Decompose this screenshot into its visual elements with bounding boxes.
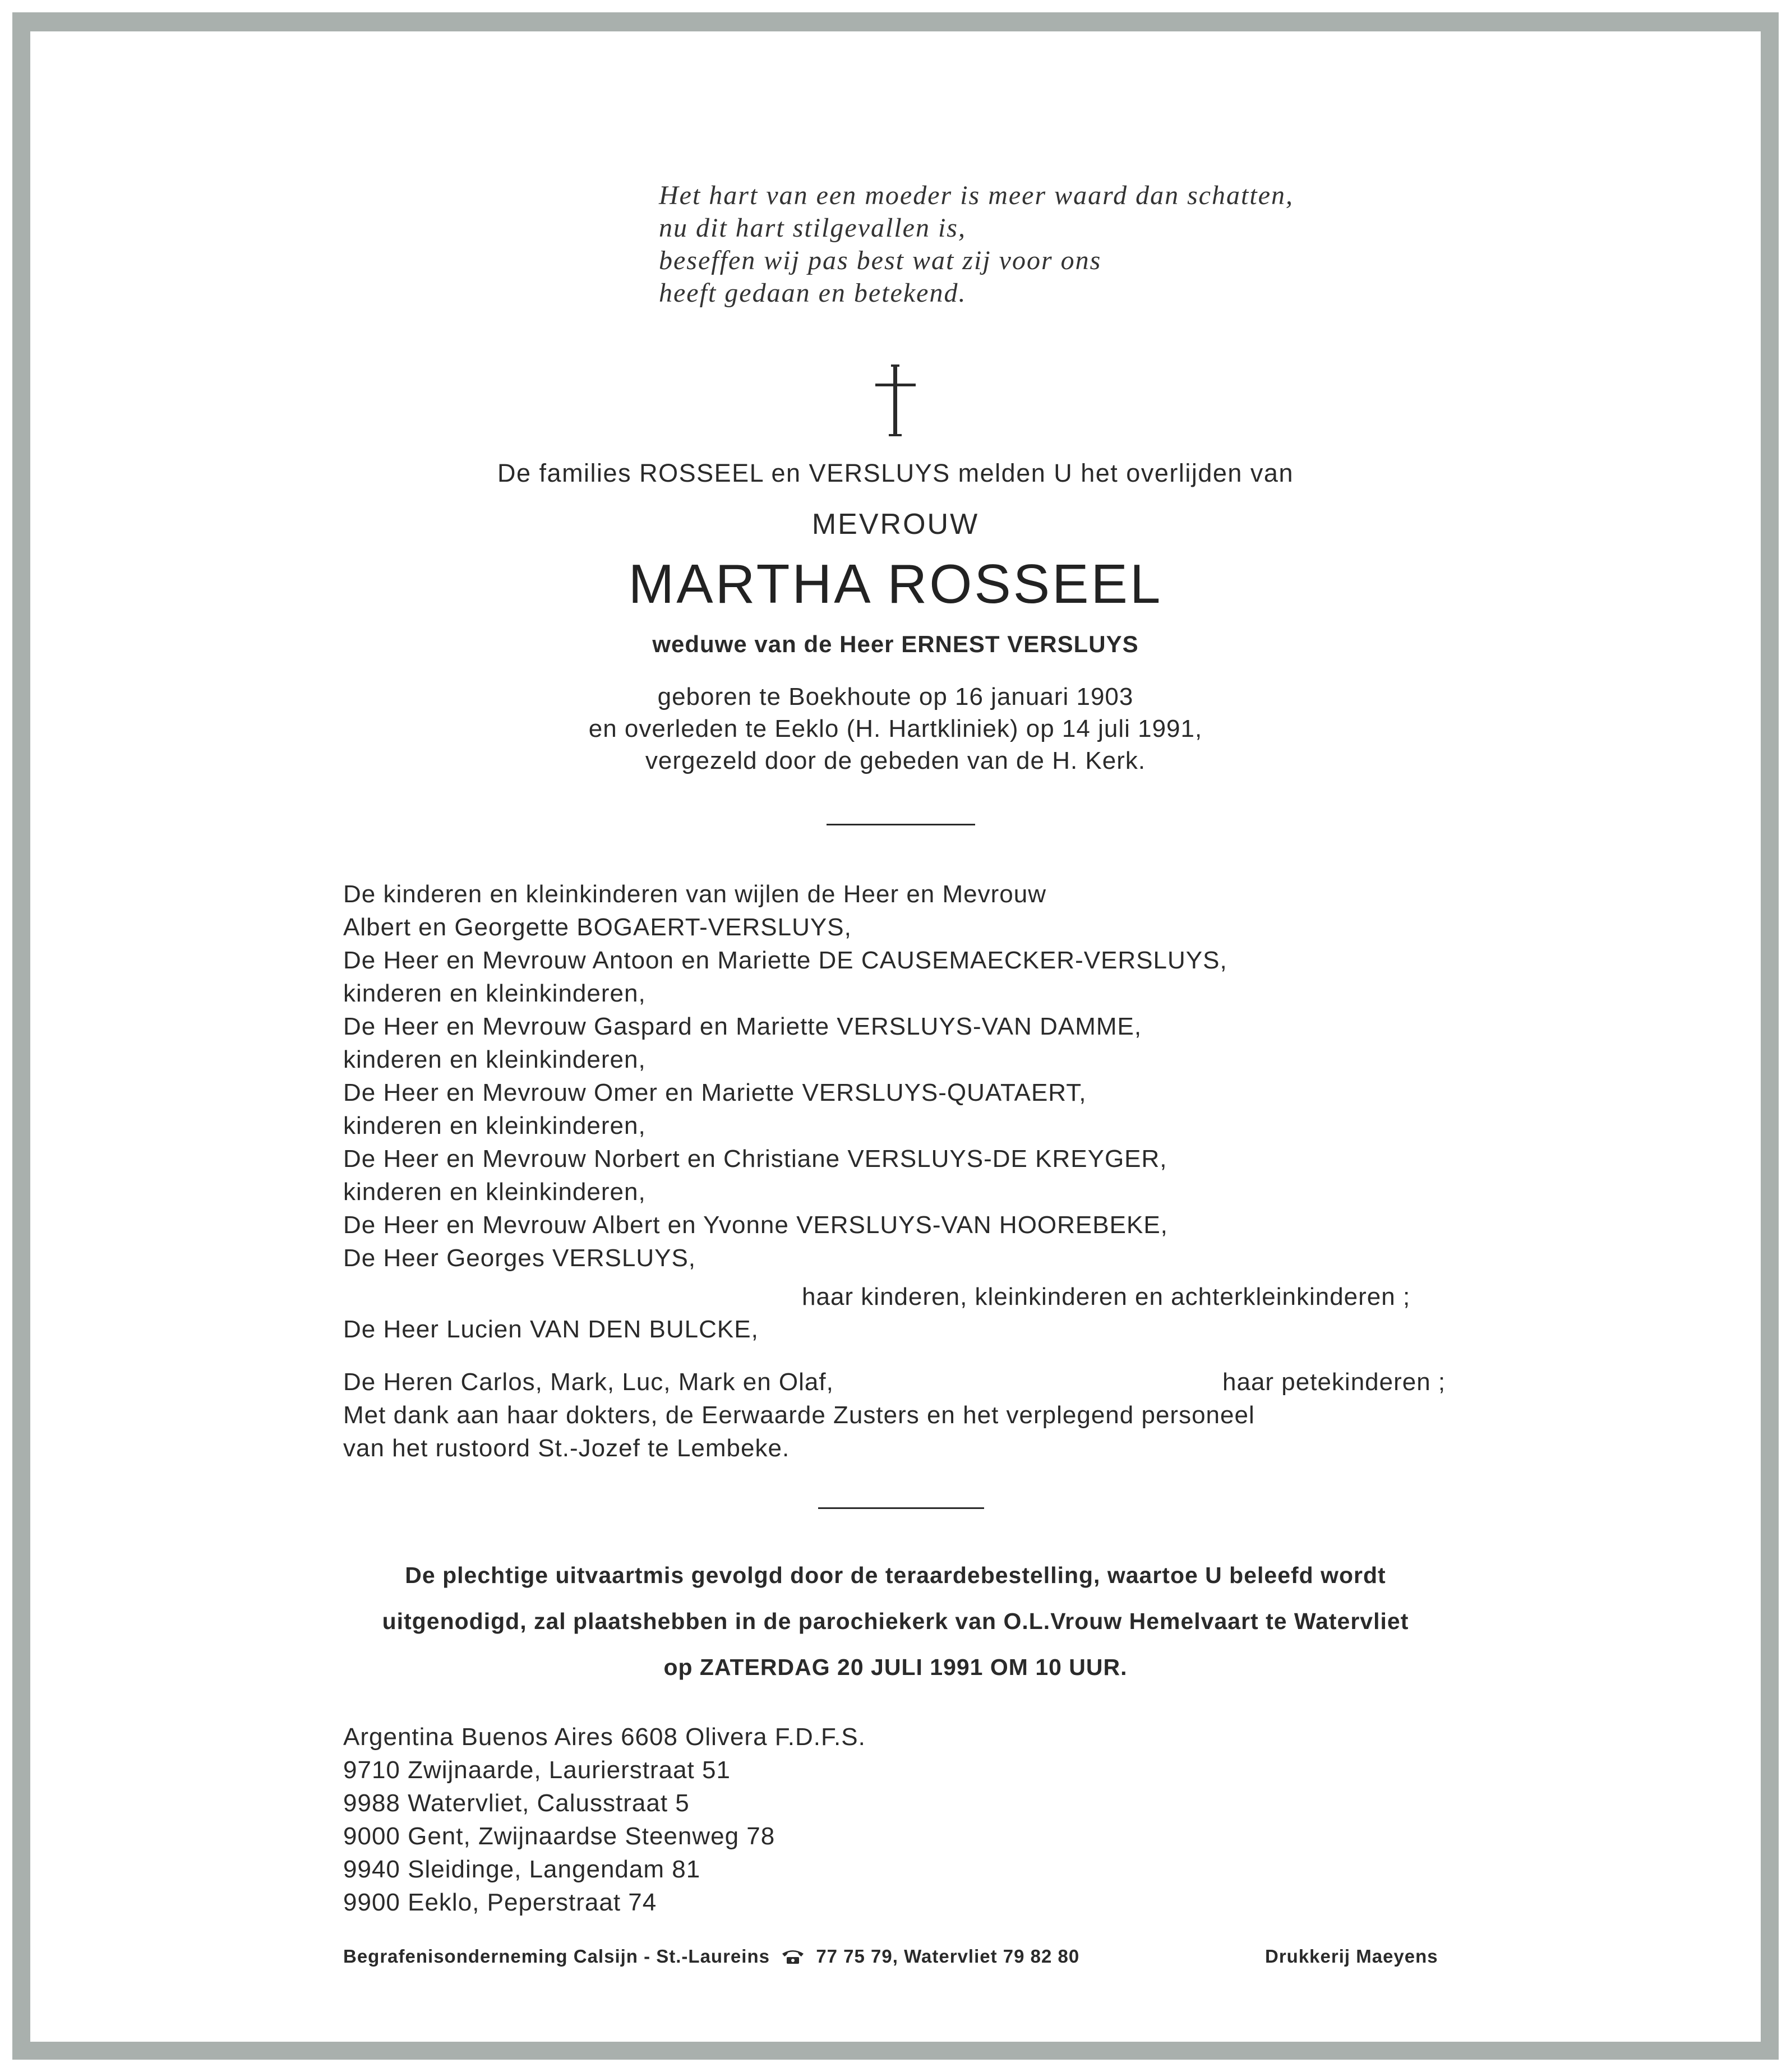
address-item: 9000 Gent, Zwijnaardse Steenweg 78 [343,1822,776,1850]
list-item: De Heer en Mevrouw Norbert en Christiane VERSLUYS-DE KREYGER, [343,1145,1167,1173]
funeral-date: op ZATERDAG 20 JULI 1991 OM 10 UUR. [663,1654,1128,1680]
list-item: De Heer en Mevrouw Albert en Yvonne VERSLUYS-VAN HOOREBEKE, [343,1211,1168,1239]
address-item: 9710 Zwijnaarde, Laurierstraat 51 [343,1756,731,1784]
godchildren: De Heren Carlos, Mark, Luc, Mark en Olaf, [343,1368,834,1396]
other-relative: De Heer Lucien VAN DEN BULCKE, [343,1316,759,1343]
family-list [343,878,1227,1275]
list-item: De Heer en Mevrouw Gaspard en Mariette VERSLUYS-VAN DAMME, [343,1013,1142,1040]
list-item: kinderen en kleinkinderen, [343,1112,646,1139]
list-item: kinderen en kleinkinderen, [343,1178,646,1206]
list-item: De Heer Georges VERSLUYS, [343,1244,696,1272]
family-relation: haar kinderen, kleinkinderen en achterkleinkinderen ; [802,1283,1411,1310]
honorific: MEVROUW [811,508,980,541]
birth-line: geboren te Boekhoute op 16 januari 1903 [657,683,1134,710]
funeral-line: De plechtige uitvaartmis gevolgd door de teraardebestelling, waartoe U beleefd wordt [405,1562,1386,1588]
death-line: en overleden te Eeklo (H. Hartkliniek) op 14 juli 1991, [588,715,1203,742]
poem [659,179,1294,310]
list-item: De kinderen en kleinkinderen van wijlen de Heer en Mevrouw [343,880,1046,908]
address-item: 9988 Watervliet, Calusstraat 5 [343,1789,690,1817]
undertaker-info [343,1946,1079,1967]
poem-line: nu dit hart stilgevallen is, [659,213,966,243]
list-item: De Heer en Mevrouw Antoon en Mariette DE CAUSEMAECKER-VERSLUYS, [343,947,1227,974]
thanks-line: Met dank aan haar dokters, de Eerwaarde Zusters en het verplegend personeel [343,1401,1255,1429]
phone-numbers: 77 75 79, Watervliet 79 82 80 [816,1946,1080,1967]
address-item: 9900 Eeklo, Peperstraat 74 [343,1889,657,1916]
list-item: Albert en Georgette BOGAERT-VERSLUYS, [343,913,852,941]
address-item: Argentina Buenos Aires 6608 Olivera F.D.F.S. [343,1723,866,1751]
address-item: 9940 Sleidinge, Langendam 81 [343,1856,701,1883]
list-item: De Heer en Mevrouw Omer en Mariette VERSLUYS-QUATAERT, [343,1079,1087,1106]
cross-icon [874,364,917,437]
address-list [343,1720,866,1919]
list-item: kinderen en kleinkinderen, [343,1046,646,1073]
deceased-name: MARTHA ROSSEEL [628,553,1163,615]
list-item: kinderen en kleinkinderen, [343,980,646,1007]
thanks-line: van het rustoord St.-Jozef te Lembeke. [343,1434,790,1462]
telephone-icon [780,1948,806,1965]
funeral-line: uitgenodigd, zal plaatshebben in de parochiekerk van O.L.Vrouw Hemelvaart te Watervliet [382,1608,1409,1634]
announcement: De families ROSSEEL en VERSLUYS melden U het overlijden van [497,459,1294,487]
divider [818,1507,984,1509]
printer-name: Drukkerij Maeyens [1265,1946,1438,1967]
poem-line: beseffen wij pas best wat zij voor ons [659,246,1102,275]
divider [827,824,975,825]
poem-line: heeft gedaan en betekend. [659,278,967,308]
poem-line: Het hart van een moeder is meer waard dan schatten, [659,181,1294,210]
undertaker-name: Begrafenisonderneming Calsijn - St.-Laureins [343,1946,770,1967]
prayer-line: vergezeld door de gebeden van de H. Kerk. [645,747,1146,774]
widow-of: weduwe van de Heer ERNEST VERSLUYS [652,631,1139,657]
godchildren-relation: haar petekinderen ; [1222,1368,1446,1396]
